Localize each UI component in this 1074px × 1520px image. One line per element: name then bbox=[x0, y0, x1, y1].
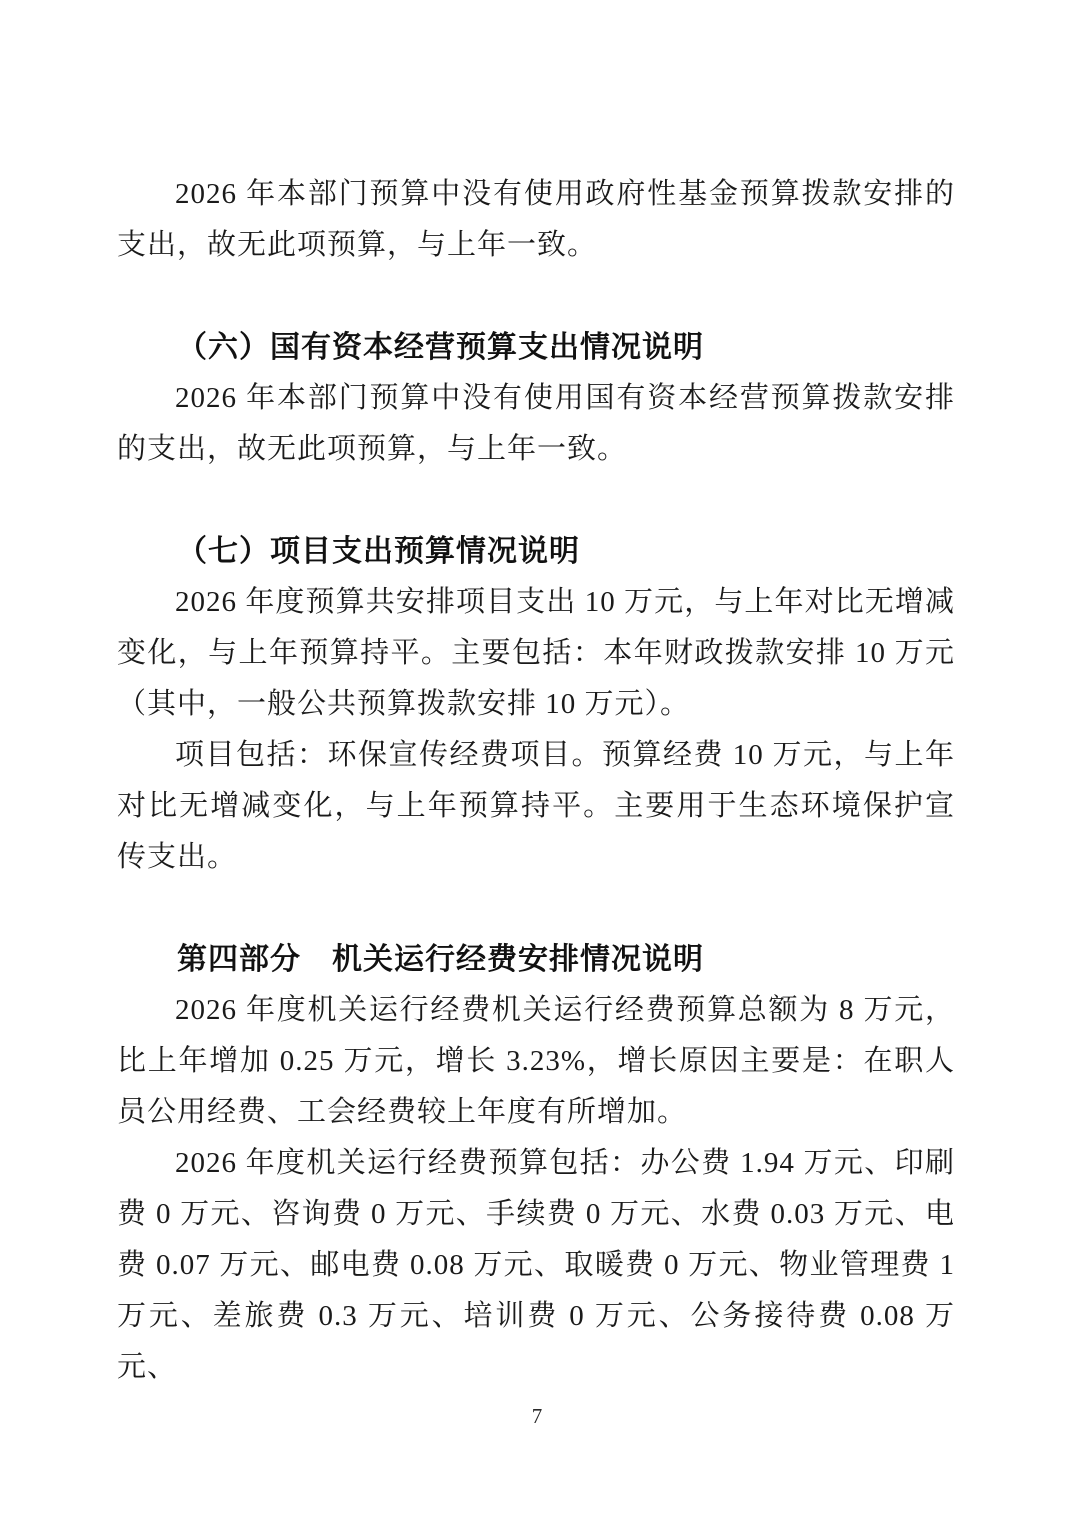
paragraph-state-capital-budget-note: 2026 年本部门预算中没有使用国有资本经营预算拨款安排的支出，故无此项预算，与上年一致。 bbox=[117, 382, 955, 465]
paragraph-operating-expenses-total: 2026 年度机关运行经费机关运行经费预算总额为 8 万元，比上年增加 0.25 万元，增长 3.23%，增长原因主要是：在职人员公用经费、工会经费较上年度有所增加。 bbox=[117, 994, 955, 1128]
paragraph-gov-fund-budget-note: 2026 年本部门预算中没有使用政府性基金预算拨款安排的支出，故无此项预算，与上年一致。 bbox=[117, 178, 955, 261]
paragraph-operating-expenses-breakdown: 2026 年度机关运行经费预算包括：办公费 1.94 万元、印刷费 0 万元、咨询费 0 万元、手续费 0 万元、水费 0.03 万元、电费 0.07 万元、邮电费 0.08 万元、取暖费 0 万元、物业管理费 1 万元、差旅费 0.3 万元、培训费 0 万元、公务接待费 0.08 万元、 bbox=[117, 1147, 955, 1383]
page-number: 7 bbox=[531, 1404, 543, 1428]
document-body bbox=[117, 169, 955, 1393]
heading-section-7-project-expenditure: （七）项目支出预算情况说明 bbox=[177, 535, 580, 568]
paragraph-project-expenditure-summary: 2026 年度预算共安排项目支出 10 万元，与上年对比无增减变化，与上年预算持平。主要包括：本年财政拨款安排 10 万元（其中，一般公共预算拨款安排 10 万元）。 bbox=[117, 586, 955, 720]
heading-part-4-agency-operating-expenses: 第四部分 机关运行经费安排情况说明 bbox=[177, 943, 704, 976]
heading-section-6-state-capital-budget: （六）国有资本经营预算支出情况说明 bbox=[177, 331, 704, 364]
paragraph-project-list-environmental-publicity: 项目包括：环保宣传经费项目。预算经费 10 万元，与上年对比无增减变化，与上年预算持平。主要用于生态环境保护宣传支出。 bbox=[117, 739, 955, 873]
